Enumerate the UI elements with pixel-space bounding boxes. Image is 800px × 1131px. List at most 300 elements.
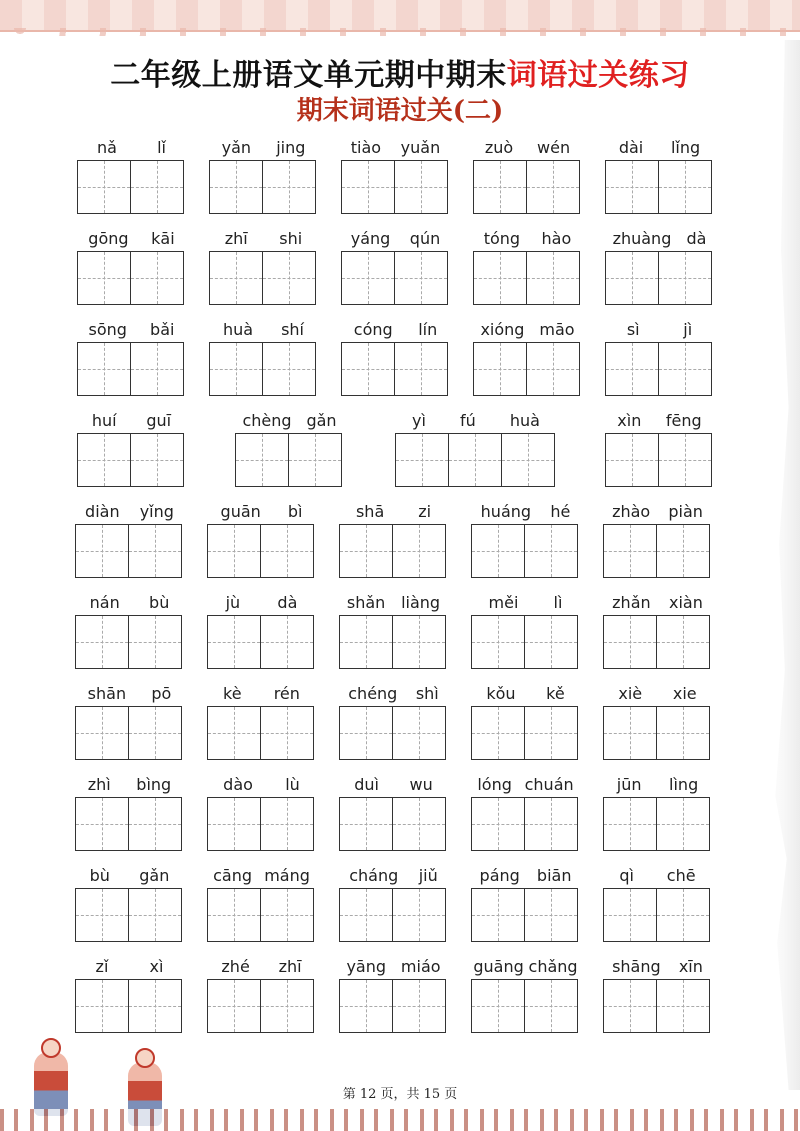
pinyin-syllable: chéng — [348, 683, 398, 703]
pinyin-syllable: fú — [460, 410, 476, 430]
pinyin-syllable: qì — [619, 865, 634, 885]
writing-boxes[interactable] — [209, 251, 316, 305]
tianzige-cell[interactable] — [657, 979, 710, 1033]
pinyin-label — [209, 318, 318, 340]
pinyin-syllable: dài — [618, 137, 644, 157]
pinyin-syllable: zhī — [278, 956, 302, 976]
tianzige-cell[interactable] — [395, 342, 448, 396]
pinyin-syllable: jūn — [616, 774, 642, 794]
tianzige-cell[interactable] — [471, 706, 525, 760]
tianzige-cell[interactable] — [471, 979, 525, 1033]
tianzige-cell[interactable] — [395, 251, 448, 305]
pinyin-syllable: bù — [89, 865, 110, 885]
writing-boxes[interactable] — [339, 615, 446, 669]
tianzige-cell[interactable] — [471, 615, 525, 669]
tianzige-cell[interactable] — [393, 524, 446, 578]
pinyin-label — [207, 591, 316, 613]
tianzige-cell[interactable] — [525, 797, 578, 851]
pinyin-syllable: zhuàng — [612, 228, 672, 248]
pinyin-label — [75, 955, 184, 977]
tianzige-cell[interactable] — [209, 342, 263, 396]
tianzige-cell[interactable] — [207, 706, 261, 760]
tianzige-cell[interactable] — [527, 160, 580, 214]
pinyin-label — [209, 136, 318, 158]
tianzige-cell[interactable] — [339, 979, 393, 1033]
pinyin-syllable: bì — [287, 501, 303, 521]
pinyin-syllable: guī — [146, 410, 172, 430]
pinyin-syllable: guān — [220, 501, 261, 521]
tianzige-cell[interactable] — [339, 524, 393, 578]
pinyin-label — [75, 773, 184, 795]
pinyin-syllable: fēng — [665, 410, 702, 430]
pinyin-syllable: zhé — [221, 956, 250, 976]
page-number: 第 12 页，共 15 页 — [342, 1087, 458, 1102]
tianzige-cell[interactable] — [603, 615, 657, 669]
tianzige-cell[interactable] — [131, 433, 184, 487]
writing-boxes[interactable] — [471, 615, 578, 669]
writing-boxes[interactable] — [207, 888, 314, 942]
pinyin-syllable: shāng — [612, 956, 661, 976]
writing-boxes[interactable] — [207, 979, 314, 1033]
pinyin-label — [471, 500, 580, 522]
writing-boxes[interactable] — [339, 524, 446, 578]
tianzige-cell[interactable] — [603, 979, 657, 1033]
pinyin-syllable: xìn — [617, 410, 642, 430]
pinyin-syllable: yǎn — [221, 137, 252, 157]
pinyin-label — [75, 864, 184, 886]
pinyin-syllable: cóng — [353, 319, 393, 339]
writing-boxes[interactable] — [341, 342, 448, 396]
writing-boxes[interactable] — [471, 524, 578, 578]
pinyin-label — [605, 318, 714, 340]
pinyin-label — [341, 318, 450, 340]
tianzige-cell[interactable] — [129, 888, 182, 942]
tianzige-cell[interactable] — [659, 342, 712, 396]
tianzige-cell[interactable] — [473, 160, 527, 214]
writing-boxes[interactable] — [395, 433, 555, 487]
tianzige-cell[interactable] — [209, 251, 263, 305]
writing-boxes[interactable] — [605, 160, 712, 214]
tianzige-cell[interactable] — [207, 979, 261, 1033]
writing-boxes[interactable] — [207, 706, 314, 760]
pinyin-syllable: pō — [151, 683, 172, 703]
pinyin-label — [473, 318, 582, 340]
tianzige-cell[interactable] — [449, 433, 502, 487]
tianzige-cell[interactable] — [341, 251, 395, 305]
pinyin-syllable: jiǔ — [418, 865, 438, 885]
pinyin-syllable: lì — [553, 592, 563, 612]
pinyin-syllable: piàn — [668, 501, 703, 521]
pinyin-label — [209, 227, 318, 249]
writing-boxes[interactable] — [75, 888, 182, 942]
pinyin-syllable: yáng — [350, 228, 391, 248]
pinyin-syllable: lín — [418, 319, 438, 339]
pinyin-label — [77, 318, 186, 340]
writing-boxes[interactable] — [603, 615, 710, 669]
tianzige-cell[interactable] — [659, 251, 712, 305]
pinyin-syllable: biān — [536, 865, 572, 885]
pinyin-label — [77, 227, 186, 249]
tianzige-cell[interactable] — [235, 433, 289, 487]
pinyin-syllable: wén — [537, 137, 571, 157]
pinyin-label — [603, 591, 712, 613]
writing-boxes[interactable] — [207, 615, 314, 669]
tianzige-cell[interactable] — [207, 888, 261, 942]
pinyin-syllable: shí — [281, 319, 304, 339]
writing-boxes[interactable] — [75, 615, 182, 669]
pinyin-syllable: huáng — [480, 501, 532, 521]
tianzige-cell[interactable] — [339, 615, 393, 669]
tianzige-cell[interactable] — [75, 615, 129, 669]
tianzige-cell[interactable] — [393, 706, 446, 760]
tianzige-cell[interactable] — [525, 706, 578, 760]
pinyin-syllable: jì — [683, 319, 693, 339]
pinyin-syllable: zhì — [87, 774, 111, 794]
writing-boxes[interactable] — [473, 342, 580, 396]
pinyin-syllable: duì — [354, 774, 379, 794]
tianzige-cell[interactable] — [339, 888, 393, 942]
tianzige-cell[interactable] — [603, 888, 657, 942]
tianzige-cell[interactable] — [261, 615, 314, 669]
pinyin-syllable: kǒu — [486, 683, 516, 703]
pinyin-syllable: tóng — [483, 228, 521, 248]
tianzige-cell[interactable] — [129, 615, 182, 669]
tianzige-cell[interactable] — [77, 433, 131, 487]
writing-boxes[interactable] — [75, 524, 182, 578]
pinyin-syllable: kě — [546, 683, 565, 703]
pinyin-syllable: chǎng — [528, 956, 578, 976]
writing-boxes[interactable] — [339, 706, 446, 760]
tianzige-cell[interactable] — [657, 615, 710, 669]
pinyin-syllable: dà — [277, 592, 298, 612]
pinyin-label — [341, 136, 450, 158]
pinyin-syllable: gōng — [88, 228, 129, 248]
pinyin-label — [471, 955, 580, 977]
tianzige-cell[interactable] — [603, 706, 657, 760]
pinyin-syllable: yì — [412, 410, 426, 430]
pinyin-syllable: xì — [149, 956, 164, 976]
pinyin-label — [471, 773, 580, 795]
pinyin-syllable: nán — [89, 592, 120, 612]
tianzige-cell[interactable] — [603, 524, 657, 578]
pinyin-label — [473, 227, 582, 249]
pinyin-label — [77, 409, 186, 431]
pinyin-syllable: huà — [509, 410, 540, 430]
pinyin-syllable: chuán — [524, 774, 574, 794]
pinyin-syllable: nǎ — [97, 137, 117, 157]
pinyin-label — [77, 136, 186, 158]
pinyin-syllable: jing — [276, 137, 306, 157]
pinyin-label — [207, 955, 316, 977]
tianzige-cell[interactable] — [263, 160, 316, 214]
tianzige-cell[interactable] — [471, 888, 525, 942]
pinyin-syllable: yǐng — [139, 501, 174, 521]
pinyin-syllable: māo — [539, 319, 575, 339]
pinyin-syllable: páng — [479, 865, 520, 885]
pinyin-syllable: bù — [149, 592, 170, 612]
writing-boxes[interactable] — [77, 251, 184, 305]
tianzige-cell[interactable] — [657, 706, 710, 760]
pinyin-label — [339, 955, 448, 977]
pinyin-syllable: xīn — [678, 956, 703, 976]
pinyin-label — [471, 591, 580, 613]
pinyin-syllable: lǐ — [157, 137, 166, 157]
pinyin-label — [473, 136, 582, 158]
tianzige-cell[interactable] — [261, 979, 314, 1033]
writing-boxes[interactable] — [605, 433, 712, 487]
writing-boxes[interactable] — [341, 160, 448, 214]
pinyin-syllable: dà — [686, 228, 707, 248]
writing-boxes[interactable] — [209, 342, 316, 396]
tianzige-cell[interactable] — [471, 797, 525, 851]
pinyin-syllable: tiào — [350, 137, 382, 157]
tianzige-cell[interactable] — [131, 342, 184, 396]
writing-boxes[interactable] — [341, 251, 448, 305]
pinyin-label — [341, 227, 450, 249]
pinyin-label — [603, 682, 712, 704]
tianzige-cell[interactable] — [263, 342, 316, 396]
tianzige-cell[interactable] — [527, 251, 580, 305]
tianzige-cell[interactable] — [395, 433, 449, 487]
pinyin-syllable: shǎn — [346, 592, 386, 612]
pinyin-syllable: miáo — [400, 956, 441, 976]
tianzige-cell[interactable] — [75, 979, 129, 1033]
tianzige-cell[interactable] — [129, 979, 182, 1033]
writing-boxes[interactable] — [603, 706, 710, 760]
tianzige-cell[interactable] — [471, 524, 525, 578]
writing-boxes[interactable] — [75, 979, 182, 1033]
pinyin-syllable: sì — [626, 319, 640, 339]
tianzige-cell[interactable] — [207, 797, 261, 851]
pinyin-syllable: yāng — [346, 956, 387, 976]
pinyin-label — [339, 773, 448, 795]
writing-boxes[interactable] — [339, 797, 446, 851]
tianzige-cell[interactable] — [393, 888, 446, 942]
tianzige-cell[interactable] — [341, 342, 395, 396]
writing-boxes[interactable] — [77, 342, 184, 396]
pinyin-syllable: hé — [550, 501, 571, 521]
pinyin-label — [339, 500, 448, 522]
pinyin-syllable: zhǎn — [612, 592, 651, 612]
writing-boxes[interactable] — [471, 888, 578, 942]
pinyin-label — [603, 500, 712, 522]
pinyin-syllable: jù — [225, 592, 241, 612]
tianzige-cell[interactable] — [393, 979, 446, 1033]
tianzige-cell[interactable] — [207, 615, 261, 669]
pinyin-syllable: qún — [409, 228, 441, 248]
tianzige-cell[interactable] — [129, 797, 182, 851]
tianzige-cell[interactable] — [659, 160, 712, 214]
writing-boxes[interactable] — [605, 251, 712, 305]
pinyin-label — [207, 773, 316, 795]
pinyin-syllable: wu — [409, 774, 433, 794]
pinyin-label — [339, 864, 448, 886]
pinyin-syllable: shān — [87, 683, 127, 703]
tianzige-cell[interactable] — [502, 433, 555, 487]
figure-head-icon — [135, 1048, 155, 1068]
tianzige-cell[interactable] — [341, 160, 395, 214]
tianzige-cell[interactable] — [525, 615, 578, 669]
pinyin-syllable: zǐ — [95, 956, 109, 976]
pinyin-syllable: gǎn — [306, 410, 337, 430]
pinyin-syllable: máng — [264, 865, 310, 885]
pinyin-syllable: rén — [273, 683, 300, 703]
pinyin-syllable: shā — [355, 501, 385, 521]
tianzige-cell[interactable] — [75, 706, 129, 760]
pinyin-syllable: zi — [418, 501, 432, 521]
figure-head-icon — [41, 1038, 61, 1058]
page-subtitle: 期末词语过关(二) — [296, 96, 504, 126]
pinyin-syllable: zhào — [612, 501, 651, 521]
writing-boxes[interactable] — [235, 433, 342, 487]
pinyin-label — [75, 500, 184, 522]
tianzige-cell[interactable] — [605, 251, 659, 305]
pinyin-label — [471, 682, 580, 704]
tianzige-cell[interactable] — [209, 160, 263, 214]
pinyin-syllable: cháng — [349, 865, 399, 885]
tianzige-cell[interactable] — [473, 251, 527, 305]
writing-boxes[interactable] — [209, 160, 316, 214]
pinyin-syllable: yuǎn — [400, 137, 441, 157]
tianzige-cell[interactable] — [525, 888, 578, 942]
pinyin-syllable: diàn — [85, 501, 120, 521]
pinyin-syllable: bǎi — [150, 319, 175, 339]
writing-boxes[interactable] — [473, 160, 580, 214]
decorative-bottom-border — [0, 1109, 800, 1131]
pinyin-label — [603, 773, 712, 795]
pinyin-syllable: sōng — [88, 319, 127, 339]
tianzige-cell[interactable] — [605, 342, 659, 396]
tianzige-cell[interactable] — [289, 433, 342, 487]
writing-boxes[interactable] — [77, 433, 184, 487]
tianzige-cell[interactable] — [657, 888, 710, 942]
pinyin-syllable: cāng — [213, 865, 252, 885]
pinyin-syllable: xiàn — [668, 592, 703, 612]
pinyin-label — [207, 864, 316, 886]
writing-boxes[interactable] — [77, 160, 184, 214]
writing-boxes[interactable] — [207, 524, 314, 578]
tianzige-cell[interactable] — [603, 797, 657, 851]
tianzige-cell[interactable] — [75, 524, 129, 578]
pinyin-syllable: zuò — [484, 137, 514, 157]
pinyin-label — [395, 409, 557, 431]
tianzige-cell[interactable] — [605, 160, 659, 214]
pinyin-syllable: liàng — [401, 592, 441, 612]
writing-boxes[interactable] — [603, 797, 710, 851]
tianzige-cell[interactable] — [77, 251, 131, 305]
tianzige-cell[interactable] — [129, 706, 182, 760]
pinyin-label — [605, 227, 714, 249]
writing-boxes[interactable] — [471, 706, 578, 760]
tianzige-cell[interactable] — [261, 524, 314, 578]
pinyin-syllable: lù — [285, 774, 300, 794]
tianzige-cell[interactable] — [263, 251, 316, 305]
writing-boxes[interactable] — [603, 979, 710, 1033]
tianzige-cell[interactable] — [659, 433, 712, 487]
tianzige-cell[interactable] — [261, 706, 314, 760]
tianzige-cell[interactable] — [77, 342, 131, 396]
pinyin-label — [207, 500, 316, 522]
pinyin-syllable: chē — [666, 865, 696, 885]
pinyin-syllable: gǎn — [139, 865, 170, 885]
tianzige-cell[interactable] — [131, 160, 184, 214]
tianzige-cell[interactable] — [261, 797, 314, 851]
pinyin-syllable: shi — [279, 228, 303, 248]
writing-boxes[interactable] — [471, 979, 578, 1033]
tianzige-cell[interactable] — [339, 797, 393, 851]
pinyin-syllable: shì — [415, 683, 439, 703]
pinyin-label — [603, 864, 712, 886]
pinyin-label — [603, 955, 712, 977]
pinyin-syllable: měi — [488, 592, 519, 612]
pinyin-label — [605, 409, 714, 431]
tianzige-cell[interactable] — [473, 342, 527, 396]
pinyin-label — [339, 682, 448, 704]
tianzige-cell[interactable] — [395, 160, 448, 214]
tianzige-cell[interactable] — [207, 524, 261, 578]
tianzige-cell[interactable] — [657, 524, 710, 578]
pinyin-syllable: xiè — [618, 683, 643, 703]
writing-boxes[interactable] — [339, 888, 446, 942]
title-highlight: 词语过关练习 — [506, 58, 690, 93]
pinyin-syllable: bìng — [136, 774, 172, 794]
pinyin-label — [207, 682, 316, 704]
tianzige-cell[interactable] — [129, 524, 182, 578]
writing-boxes[interactable] — [75, 706, 182, 760]
writing-boxes[interactable] — [207, 797, 314, 851]
writing-boxes[interactable] — [605, 342, 712, 396]
pinyin-label — [235, 409, 344, 431]
writing-boxes[interactable] — [471, 797, 578, 851]
pinyin-syllable: kāi — [151, 228, 175, 248]
tianzige-cell[interactable] — [605, 433, 659, 487]
tianzige-cell[interactable] — [393, 797, 446, 851]
tianzige-cell[interactable] — [657, 797, 710, 851]
writing-boxes[interactable] — [75, 797, 182, 851]
writing-boxes[interactable] — [473, 251, 580, 305]
pinyin-syllable: lǐng — [670, 137, 701, 157]
tianzige-cell[interactable] — [525, 979, 578, 1033]
tianzige-cell[interactable] — [261, 888, 314, 942]
pinyin-syllable: xie — [672, 683, 697, 703]
pinyin-syllable: dào — [223, 774, 253, 794]
pinyin-syllable: guāng — [473, 956, 524, 976]
pinyin-syllable: chèng — [242, 410, 292, 430]
tianzige-cell[interactable] — [525, 524, 578, 578]
pinyin-syllable: kè — [223, 683, 242, 703]
pinyin-label — [339, 591, 448, 613]
pinyin-label — [605, 136, 714, 158]
writing-boxes[interactable] — [603, 888, 710, 942]
pinyin-syllable: huí — [91, 410, 117, 430]
pinyin-syllable: hào — [541, 228, 572, 248]
pinyin-syllable: huà — [222, 319, 254, 339]
pinyin-label — [75, 682, 184, 704]
tianzige-cell[interactable] — [527, 342, 580, 396]
pinyin-syllable: lìng — [669, 774, 699, 794]
tianzige-cell[interactable] — [393, 615, 446, 669]
tianzige-cell[interactable] — [75, 888, 129, 942]
tianzige-cell[interactable] — [339, 706, 393, 760]
tianzige-cell[interactable] — [77, 160, 131, 214]
pinyin-syllable: zhī — [224, 228, 248, 248]
writing-boxes[interactable] — [603, 524, 710, 578]
tianzige-cell[interactable] — [131, 251, 184, 305]
writing-boxes[interactable] — [339, 979, 446, 1033]
pinyin-label — [471, 864, 580, 886]
tianzige-cell[interactable] — [75, 797, 129, 851]
pinyin-label — [75, 591, 184, 613]
